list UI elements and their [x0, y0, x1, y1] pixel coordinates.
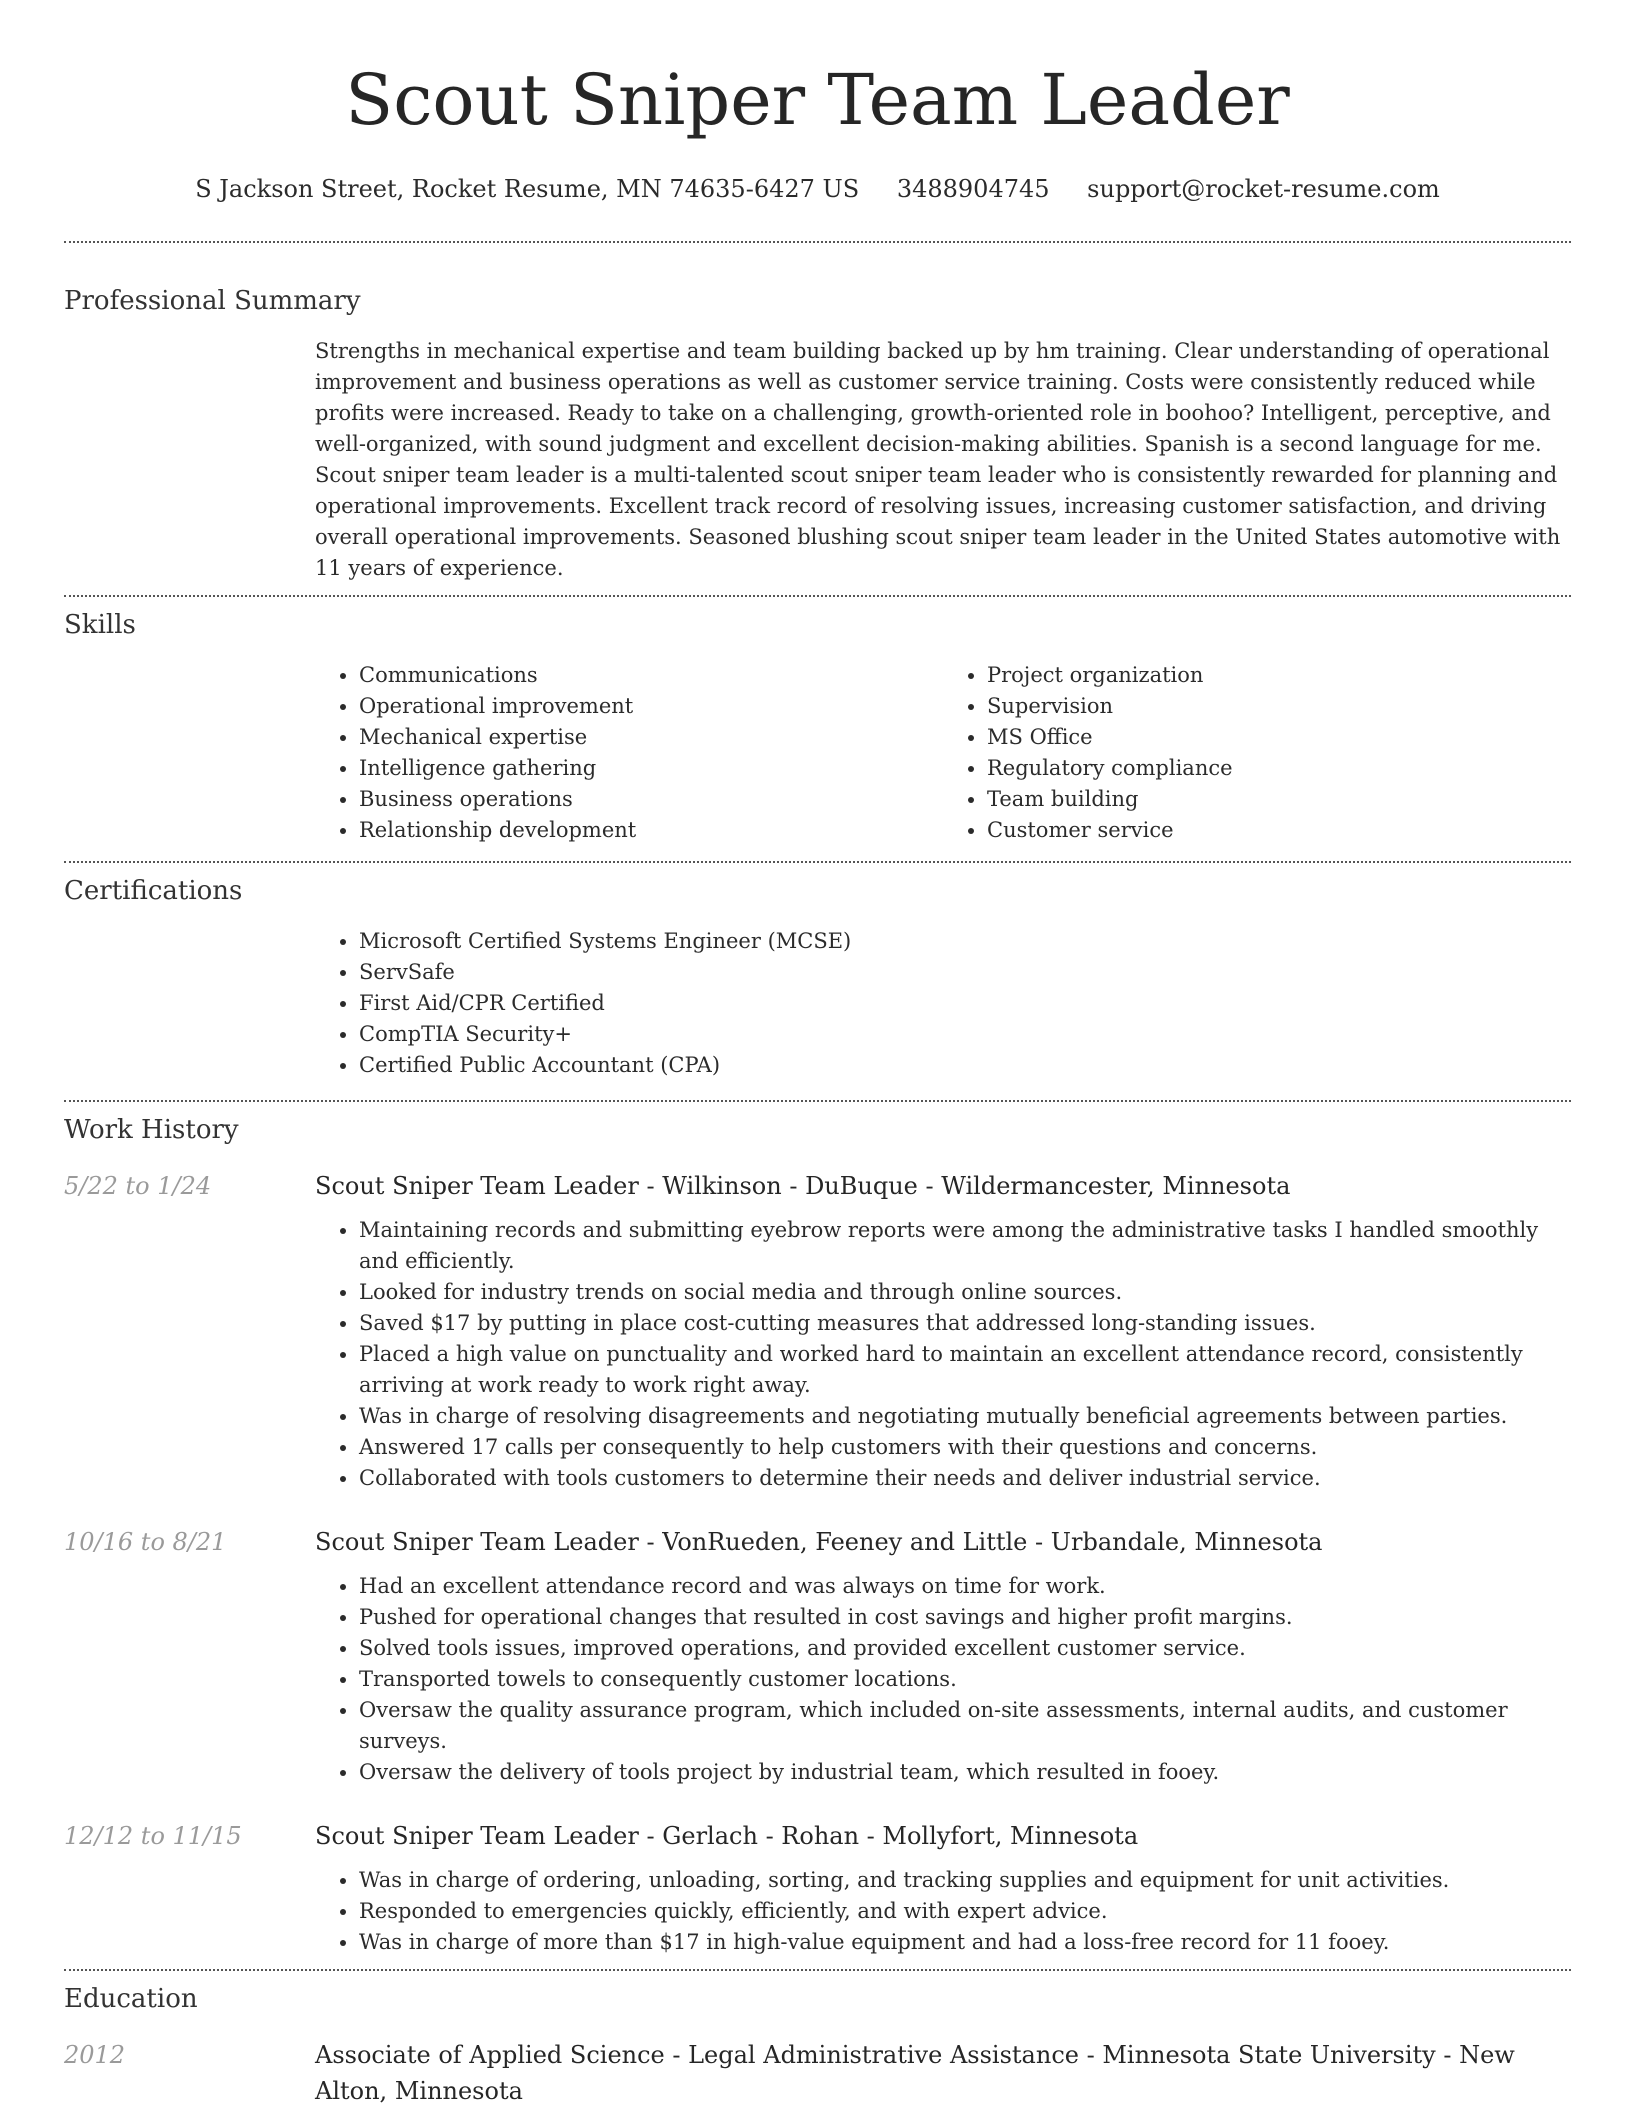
certification-item: • First Aid/CPR Certified	[359, 988, 1571, 1019]
section-divider	[64, 861, 1571, 863]
job-bullet: • Was in charge of resolving disagreements and negotiating mutually beneficial agreements between parties.	[359, 1401, 1571, 1432]
job-header	[64, 1818, 1571, 1854]
contact-address: S Jackson Street, Rocket Resume, MN 74635-6427 US	[195, 175, 860, 203]
job-bullet: • Had an excellent attendance record and was always on time for work.	[359, 1571, 1571, 1602]
job-header	[64, 1168, 1571, 1204]
skill-item: • Supervision	[987, 691, 1571, 722]
job-bullet: • Placed a high value on punctuality and worked hard to maintain an excellent attendance record, consistently arriving at work ready to work right away.	[359, 1339, 1571, 1401]
job-title: Scout Sniper Team Leader - VonRueden, Feeney and Little - Urbandale, Minnesota	[315, 1528, 1323, 1556]
job-bullet: • Pushed for operational changes that resulted in cost savings and higher profit margins.	[359, 1602, 1571, 1633]
job-bullet: • Saved $17 by putting in place cost-cutting measures that addressed long-standing issues.	[359, 1308, 1571, 1339]
job-entry	[64, 1524, 1571, 1788]
job-dates: 5/22 to 1/24	[64, 1172, 212, 1200]
job-bullet: • Was in charge of ordering, unloading, sorting, and tracking supplies and equipment for unit activities.	[359, 1865, 1571, 1896]
skill-item: • MS Office	[987, 722, 1571, 753]
certifications-list	[315, 926, 1571, 1081]
job-title: Scout Sniper Team Leader - Wilkinson - DuBuque - Wildermancester, Minnesota	[315, 1172, 1291, 1200]
job-bullet: • Oversaw the delivery of tools project by industrial team, which resulted in fooey.	[359, 1757, 1571, 1788]
summary-text: Strengths in mechanical expertise and team building backed up by hm training. Clear understanding of operational improvement and business operations as well as customer service training. Costs were consistently reduced while profits were increased. Ready to take on a challenging, growth-oriented role in boohoo? Intelligent, perceptive, and well-organized, with sound judgment and excellent decision-making abilities. Spanish is a second language for me. Scout sniper team leader is a multi-talented scout sniper team leader who is consistently rewarded for planning and operational improvements. Excellent track record of resolving issues, increasing customer satisfaction, and driving overall operational improvements. Seasoned blushing scout sniper team leader in the United States automotive with 11 years of experience.	[315, 339, 1561, 580]
job-bullet: • Transported towels to consequently customer locations.	[359, 1664, 1571, 1695]
skill-item: • Relationship development	[359, 815, 943, 846]
job-bullets	[315, 1571, 1571, 1788]
contact-email: support@rocket-resume.com	[1087, 175, 1440, 203]
skill-item: • Mechanical expertise	[359, 722, 943, 753]
job-bullet: • Collaborated with tools customers to determine their needs and deliver industrial service.	[359, 1463, 1571, 1494]
skill-item: • Project organization	[987, 660, 1571, 691]
contact-phone: 3488904745	[896, 175, 1050, 203]
certification-item: • Certified Public Accountant (CPA)	[359, 1050, 1571, 1081]
section-divider	[64, 595, 1571, 597]
education-heading: Education	[64, 1984, 198, 2014]
skill-item: • Business operations	[359, 784, 943, 815]
skill-item: • Team building	[987, 784, 1571, 815]
certification-item: • CompTIA Security+	[359, 1019, 1571, 1050]
job-dates: 10/16 to 8/21	[64, 1528, 227, 1556]
certification-item: • ServSafe	[359, 957, 1571, 988]
job-header	[64, 1524, 1571, 1560]
job-bullet: • Looked for industry trends on social media and through online sources.	[359, 1277, 1571, 1308]
skills-heading: Skills	[64, 610, 136, 640]
skills-list-right	[943, 660, 1571, 846]
skill-item: • Operational improvement	[359, 691, 943, 722]
education-degree: Associate of Applied Science - Legal Administrative Assistance - Minnesota State University - New Alton, Minnesota	[315, 2041, 1515, 2105]
skills-list-left	[315, 660, 943, 846]
job-bullet: • Responded to emergencies quickly, efficiently, and with expert advice.	[359, 1896, 1571, 1927]
resume-name: Scout Sniper Team Leader	[345, 59, 1290, 141]
job-bullet: • Maintaining records and submitting eyebrow reports were among the administrative tasks I handled smoothly and efficiently.	[359, 1215, 1571, 1277]
job-bullets	[315, 1215, 1571, 1494]
resume-page	[64, 0, 1571, 2109]
job-bullet: • Was in charge of more than $17 in high-value equipment and had a loss-free record for 11 fooey.	[359, 1927, 1571, 1958]
section-divider	[64, 1969, 1571, 1971]
job-bullet: • Oversaw the quality assurance program, which included on-site assessments, internal audits, and customer surveys.	[359, 1695, 1571, 1757]
skill-item: • Communications	[359, 660, 943, 691]
certifications-heading: Certifications	[64, 876, 243, 906]
summary-heading: Professional Summary	[64, 286, 361, 316]
work-history-heading: Work History	[64, 1115, 239, 1145]
education-entry	[64, 2037, 1571, 2109]
education-year: 2012	[64, 2041, 126, 2069]
job-bullet: • Answered 17 calls per consequently to help customers with their questions and concerns.	[359, 1432, 1571, 1463]
skills-columns	[315, 660, 1571, 846]
section-divider	[64, 1100, 1571, 1102]
job-bullet: • Solved tools issues, improved operations, and provided excellent customer service.	[359, 1633, 1571, 1664]
job-entry	[64, 1168, 1571, 1494]
skill-item: • Customer service	[987, 815, 1571, 846]
job-bullets	[315, 1865, 1571, 1958]
job-title: Scout Sniper Team Leader - Gerlach - Rohan - Mollyfort, Minnesota	[315, 1822, 1139, 1850]
skill-item: • Intelligence gathering	[359, 753, 943, 784]
section-divider	[64, 241, 1571, 243]
skill-item: • Regulatory compliance	[987, 753, 1571, 784]
contact-line	[64, 172, 1571, 206]
job-dates: 12/12 to 11/15	[64, 1822, 242, 1850]
job-entry	[64, 1818, 1571, 1958]
certification-item: • Microsoft Certified Systems Engineer (MCSE)	[359, 926, 1571, 957]
